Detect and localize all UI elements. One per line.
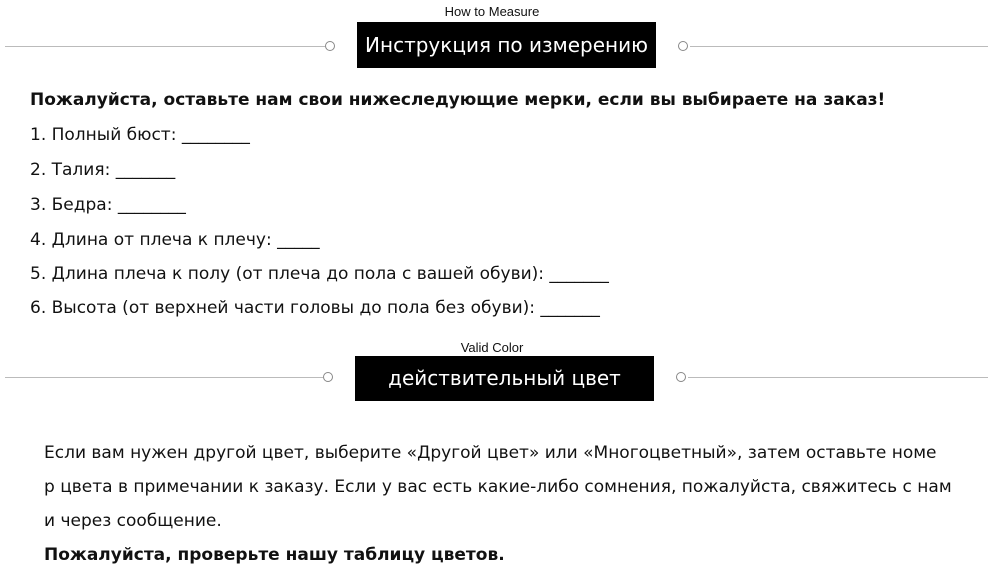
- section-caption-how-to-measure: How to Measure: [444, 4, 540, 19]
- divider-line-left: [5, 46, 325, 47]
- divider-circle-left: [323, 372, 333, 382]
- measurements-intro: Пожалуйста, оставьте нам свои нижеследующие мерки, если вы выбираете на заказ!: [30, 90, 886, 110]
- divider-circle-right: [676, 372, 686, 382]
- color-paragraph-line-2: р цвета в примечании к заказу. Если у вас есть какие-либо сомнения, пожалуйста, свяжитесь с нам: [44, 477, 952, 497]
- section-banner-color: действительный цвет: [355, 356, 654, 401]
- divider-line-left: [5, 377, 323, 378]
- measurement-item-hips: 3. Бедра: ________: [30, 195, 186, 215]
- section-caption-valid-color: Valid Color: [460, 340, 524, 355]
- divider-circle-right: [678, 41, 688, 51]
- color-paragraph-line-1: Если вам нужен другой цвет, выберите «Другой цвет» или «Многоцветный», затем оставьте номе: [44, 443, 937, 463]
- measurement-item-shoulder: 4. Длина от плеча к плечу: _____: [30, 230, 320, 250]
- section-banner-measure: Инструкция по измерению: [357, 22, 656, 68]
- measurement-item-shoulder-to-floor: 5. Длина плеча к полу (от плеча до пола с вашей обуви): _______: [30, 264, 609, 284]
- color-paragraph-line-3: и через сообщение.: [44, 511, 222, 531]
- measurement-item-waist: 2. Талия: _______: [30, 160, 176, 180]
- measurement-item-height: 6. Высота (от верхней части головы до пола без обуви): _______: [30, 298, 600, 318]
- divider-line-right: [690, 46, 988, 47]
- divider-line-right: [688, 377, 988, 378]
- measurement-item-bust: 1. Полный бюст: ________: [30, 125, 250, 145]
- divider-circle-left: [325, 41, 335, 51]
- color-chart-note: Пожалуйста, проверьте нашу таблицу цветов.: [44, 545, 505, 565]
